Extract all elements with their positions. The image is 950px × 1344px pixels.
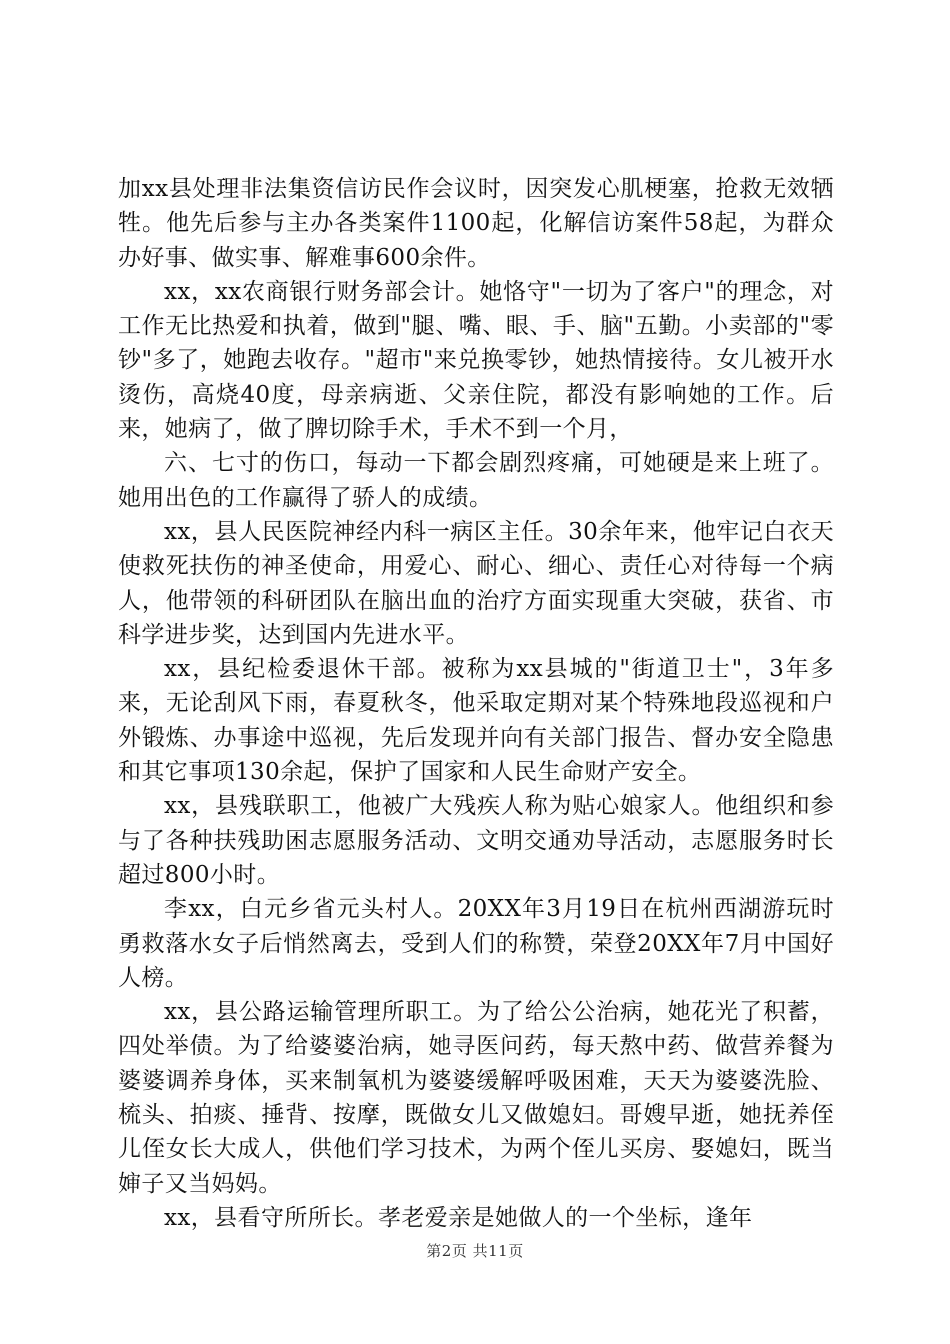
paragraph-7: 李xx，白元乡省元头村人。20XX年3月19日在杭州西湖游玩时勇救落水女子后悄然离去，受到人们的称赞，荣登20XX年7月中国好人榜。 xyxy=(118,896,834,991)
paragraph-2: xx，xx农商银行财务部会计。她恪守"一切为了客户"的理念，对工作无比热爱和执着，做到"腿、嘴、眼、手、脑"五勤。小卖部的"零钞"多了，她跑去收存。"超市"来兑换零钞，她热情接待。女儿被开水烫伤，高烧40度，母亲病逝、父亲住院，都没有影响她的工作。后来，她病了，做了脾切除手术，手术不到一个月， xyxy=(118,278,834,443)
paragraph-3: 六、七寸的伤口，每动一下都会剧烈疼痛，可她硬是来上班了。她用出色的工作赢得了骄人的成绩。 xyxy=(118,450,834,511)
paragraph-6: xx，县残联职工，他被广大残疾人称为贴心娘家人。他组织和参与了各种扶残助困志愿服务活动、文明交通劝导活动，志愿服务时长超过800小时。 xyxy=(118,793,834,888)
page-number-footer: 第2页 共11页 xyxy=(426,1242,524,1260)
paragraph-9: xx，县看守所所长。孝老爱亲是她做人的一个坐标，逢年 xyxy=(164,1204,753,1231)
paragraph-8: xx，县公路运输管理所职工。为了给公公治病，她花光了积蓄，四处举债。为了给婆婆治病，她寻医问药，每天熬中药、做营养餐为婆婆调养身体，买来制氧机为婆婆缓解呼吸困难，天天为婆婆洗脸、梳头、拍痰、捶背、按摩，既做女儿又做媳妇。哥嫂早逝，她抚养侄儿侄女长大成人，供他们学习技术，为两个侄儿买房、娶媳妇，既当婶子又当妈妈。 xyxy=(118,999,834,1197)
paragraph-5: xx，县纪检委退休干部。被称为xx县城的"街道卫士"，3年多来，无论刮风下雨，春夏秋冬，他采取定期对某个特殊地段巡视和户外锻炼、办事途中巡视，先后发现并向有关部门报告、督办安全隐患和其它事项130余起，保护了国家和人民生命财产安全。 xyxy=(118,656,834,786)
paragraph-1: 加xx县处理非法集资信访民作会议时，因突发心肌梗塞，抢救无效牺牲。他先后参与主办各类案件1100起，化解信访案件58起，为群众办好事、做实事、解难事600余件。 xyxy=(118,176,834,271)
paragraph-4: xx，县人民医院神经内科一病区主任。30余年来，他牢记白衣天使救死扶伤的神圣使命，用爱心、耐心、细心、责任心对待每一个病人，他带领的科研团队在脑出血的治疗方面实现重大突破，获省、市科学进步奖，达到国内先进水平。 xyxy=(118,518,834,648)
document-body xyxy=(118,172,834,1235)
